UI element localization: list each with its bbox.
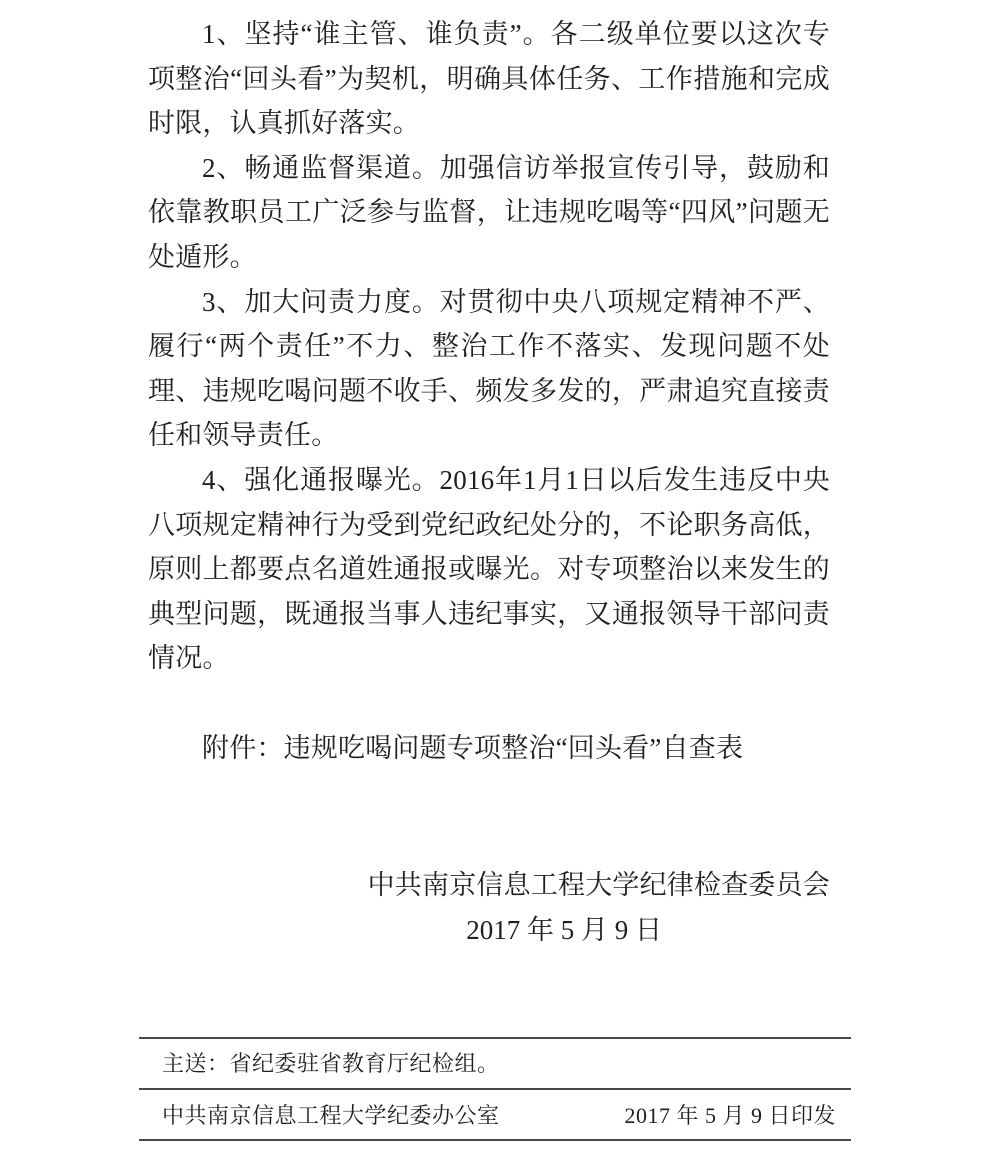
attachment-line: 附件：违规吃喝问题专项整治“回头看”自查表 xyxy=(202,733,744,763)
paragraph-4: 4、强化通报曝光。2016年1月1日以后发生违反中央八项规定精神行为受到党纪政纪处分的，不论职务高低，原则上都要点名道姓通报或曝光。对专项整治以来发生的典型问题，既通报当事人违纪事实，又通报领导干部问责情况。 xyxy=(148,464,830,674)
paragraph-2: 2、畅通监督渠道。加强信访举报宣传引导，鼓励和依靠教职员工广泛参与监督，让违规吃喝等“四风”问题无处遁形。 xyxy=(148,152,830,272)
document-footer xyxy=(139,1037,851,1141)
paragraph-1: 1、坚持“谁主管、谁负责”。各二级单位要以这次专项整治“回头看”为契机，明确具体任务、工作措施和完成时限，认真抓好落实。 xyxy=(148,19,830,139)
issue-line xyxy=(139,1090,851,1139)
print-date: 2017 年 5 月 9 日印发 xyxy=(624,1103,836,1128)
main-send-line: 主送：省纪委驻省教育厅纪检组。 xyxy=(139,1039,851,1090)
signature-date: 2017 年 5 月 9 日 xyxy=(466,915,662,945)
signature-organization: 中共南京信息工程大学纪律检查委员会 xyxy=(367,870,830,900)
document-body xyxy=(148,12,830,681)
signature-block xyxy=(148,863,830,953)
paragraph-3: 3、加大问责力度。对贯彻中央八项规定精神不严、履行“两个责任”不力、整治工作不落实、发现问题不处理、违规吃喝问题不收手、频发多发的，严肃追究直接责任和领导责任。 xyxy=(148,286,830,451)
issuing-office: 中共南京信息工程大学纪委办公室 xyxy=(162,1103,500,1128)
